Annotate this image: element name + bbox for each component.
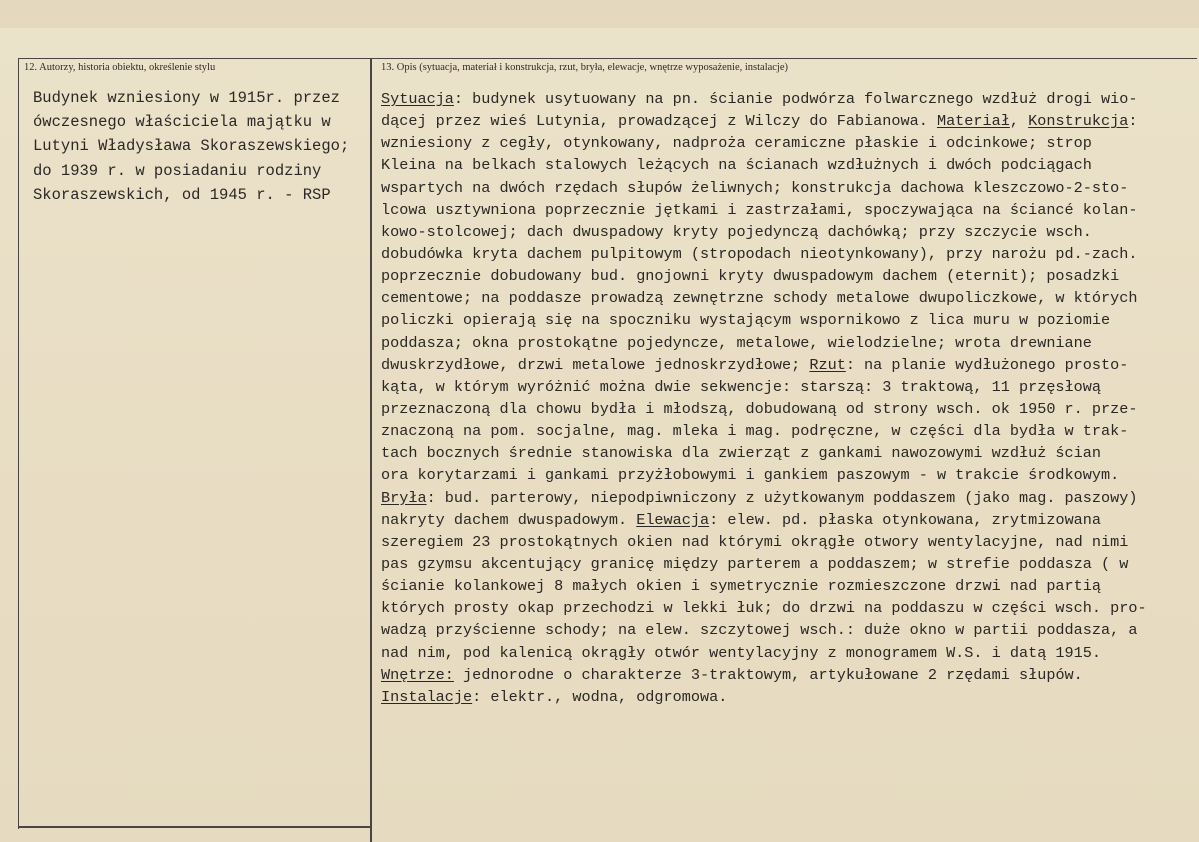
description-line bbox=[381, 309, 1191, 331]
description-segment: poprzecznie dobudowany bud. gnojowni kryty dwuspadowym dachem (eternit); posadzki bbox=[381, 267, 1120, 286]
right-section-header: 13. Opis (sytuacja, materiał i konstrukcja, rzut, bryła, elewacje, wnętrze wyposażenie, instalacje) bbox=[381, 62, 789, 73]
history-line: Lutyni Władysława Skoraszewskiego; bbox=[33, 137, 350, 156]
history-line: Skoraszewskich, od 1945 r. - RSP bbox=[33, 185, 331, 204]
description-segment: kowo-stolcowej; dach dwuspadowy kryty pojedynczą dachówką; przy szczycie wsch. bbox=[381, 222, 1092, 241]
description-segment: : bbox=[1128, 112, 1138, 131]
description-segment: dwuskrzydłowe, drzwi metalowe jednoskrzydłowe; bbox=[381, 355, 810, 374]
description-segment: poddasza; okna prostokątne pojedyncze, metalowe, wielodzielne; wrota drewniane bbox=[381, 333, 1092, 352]
section-keyword: Rzut bbox=[809, 355, 846, 374]
description-segment: przeznaczoną dla chowu bydła i młodszą, dobudowaną od strony wsch. ok 1950 r. prze- bbox=[381, 399, 1138, 418]
section-keyword: Sytuacja bbox=[381, 90, 454, 108]
description-line bbox=[381, 376, 1191, 398]
description-segment: wspartych na dwóch rzędach słupów żeliwnych; konstrukcja dachowa kleszczowo-2-sto- bbox=[381, 178, 1129, 197]
description-segment: jednorodne o charakterze 3-traktowym, artykułowane 2 rzędami słupów. bbox=[453, 665, 1083, 684]
history-line: ówczesnego właściciela majątku w bbox=[33, 113, 331, 132]
description-line bbox=[381, 132, 1191, 154]
description-line bbox=[381, 221, 1191, 243]
description-line bbox=[381, 509, 1191, 531]
section-keyword: Materiał bbox=[936, 112, 1010, 131]
description-line bbox=[381, 664, 1191, 686]
description-segment: : na planie wydłużonego prosto- bbox=[845, 355, 1129, 374]
description-segment: lcowa usztywniona poprzecznie jętkami i zastrzałami, spoczywająca na ściancé kolan- bbox=[381, 200, 1138, 219]
description-segment: dącej przez wieś Lutynia, prowadzącej z Wilczy do Fabianowa. bbox=[381, 112, 937, 131]
description-segment: : elew. pd. płaska otynkowana, zrytmizowana bbox=[709, 510, 1102, 529]
description-line bbox=[381, 619, 1191, 641]
description-segment: znaczoną na pom. socjalne, mag. mleka i mag. podręczne, w części dla bydła w trak- bbox=[381, 422, 1129, 441]
description-line bbox=[381, 575, 1191, 597]
description-segment: cementowe; na poddasze prowadzą zewnętrzne schody metalowe dwupoliczkowe, w których bbox=[381, 289, 1138, 308]
description-segment: policzki opierają się na spoczniku wystającym wspornikowo z lica muru w poziomie bbox=[381, 311, 1111, 330]
description-line bbox=[381, 686, 1191, 708]
description-segment: szeregiem 23 prostokątnych okien nad którymi okrągłe otwory wentylacyjne, nad nimi bbox=[381, 532, 1129, 551]
description-segment: : elektr., wodna, odgromowa. bbox=[472, 687, 728, 706]
description-line bbox=[381, 332, 1191, 354]
section-keyword: Konstrukcja bbox=[1028, 112, 1129, 131]
description-segment: dobudówka kryta dachem pulpitowym (stropodach nieotynkowany), przy narożu pd.-zach. bbox=[381, 244, 1138, 263]
description-line bbox=[381, 420, 1191, 442]
description-line bbox=[381, 354, 1191, 376]
description-segment: ścianie kolankowej 8 małych okien i symetrycznie rozmieszczone drzwi nad partią bbox=[381, 577, 1102, 596]
description-line bbox=[381, 199, 1191, 221]
description-segment: wzniesiony z cegły, otynkowany, nadproża ceramiczne płaskie i odcinkowe; strop bbox=[381, 134, 1092, 153]
description-segment: tach bocznych średnie stanowiska dla zwierząt z gankami nawozowymi wzdłuż ścian bbox=[381, 444, 1102, 463]
section-keyword: Instalacje bbox=[381, 687, 473, 706]
section-keyword: Wnętrze: bbox=[381, 665, 454, 684]
description-segment: ora korytarzami i gankami przyżłobowymi i gankiem paszowym - w trakcie środkowym. bbox=[381, 466, 1120, 485]
description-segment: Kleina na belkach stalowych leżących na ścianach wzdłużnych i dwóch podciągach bbox=[381, 156, 1092, 175]
description-segment: nakryty dachem dwuspadowym. bbox=[381, 510, 637, 529]
description-line bbox=[381, 442, 1191, 464]
description-line bbox=[381, 243, 1191, 265]
description-segment: wadzą przyścienne schody; na elew. szczytowej wsch.: duże okno w partii poddasza, a bbox=[381, 621, 1138, 640]
description-segment: których prosty okap przechodzi w lekki łuk; do drzwi na poddaszu w części wsch. pro- bbox=[381, 599, 1147, 618]
description-segment: pas gzymsu akcentujący granicę między parterem a poddaszem; w strefie poddasza ( w bbox=[381, 554, 1129, 573]
description-text bbox=[381, 88, 1191, 708]
description-segment: kąta, w którym wyróżnić można dwie sekwencje: starszą: 3 traktową, 11 przęsłową bbox=[381, 377, 1102, 396]
description-line bbox=[381, 597, 1191, 619]
description-line bbox=[381, 487, 1191, 509]
description-line bbox=[381, 531, 1191, 553]
section-keyword: Elewacja bbox=[636, 510, 710, 529]
description-segment: , bbox=[1009, 112, 1029, 131]
description-line bbox=[381, 553, 1191, 575]
card-top-strip bbox=[0, 0, 1199, 28]
description-segment: : budynek usytuowany na pn. ścianie podwórza folwarcznego wzdłuż drogi wio- bbox=[453, 90, 1138, 108]
description-line bbox=[381, 398, 1191, 420]
description-segment: nad nim, pod kalenicą okrągły otwór wentylacyjny z monogramem W.S. i datą 1915. bbox=[381, 643, 1102, 662]
left-column-bottom-rule bbox=[18, 826, 370, 828]
section-keyword: Bryła bbox=[381, 488, 427, 507]
left-section-header: 12. Autorzy, historia obiektu, określenie stylu bbox=[24, 62, 216, 73]
description-line bbox=[381, 642, 1191, 664]
description-line bbox=[381, 265, 1191, 287]
description-line bbox=[381, 110, 1191, 132]
description-line bbox=[381, 154, 1191, 176]
column-divider bbox=[370, 58, 372, 842]
history-line: do 1939 r. w posiadaniu rodziny bbox=[33, 161, 322, 180]
history-line: Budynek wzniesiony w 1915r. przez bbox=[33, 89, 340, 107]
description-line bbox=[381, 88, 1191, 110]
description-line bbox=[381, 177, 1191, 199]
history-text bbox=[33, 86, 363, 207]
description-line bbox=[381, 287, 1191, 309]
description-segment: : bud. parterowy, niepodpiwniczony z użytkowanym poddaszem (jako mag. paszowy) bbox=[426, 488, 1138, 507]
description-line bbox=[381, 464, 1191, 486]
